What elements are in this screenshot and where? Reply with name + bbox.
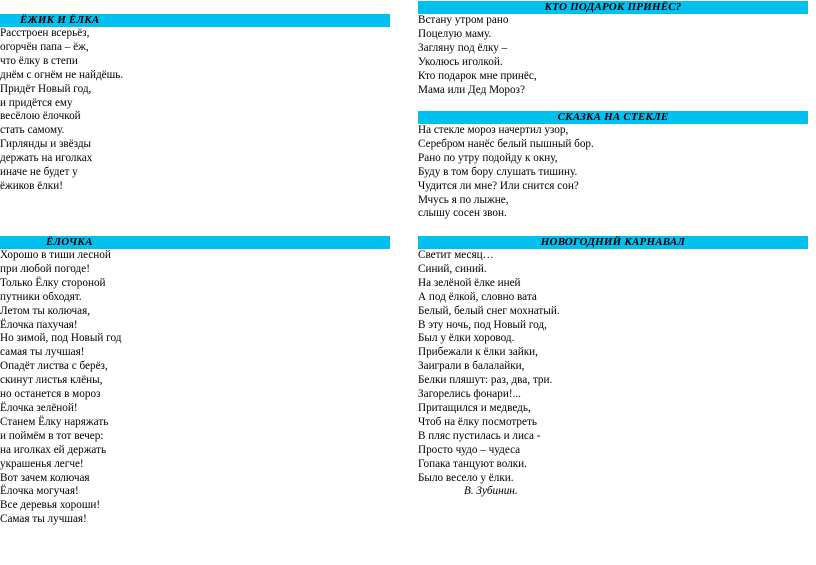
- poem-line: Мама или Дед Мороз?: [418, 83, 525, 96]
- poem-line: Прибежали к ёлки зайки,: [418, 346, 538, 359]
- poem-line: Серебром нанёс белый пышный бор.: [418, 137, 594, 150]
- poem-line: Светит месяц…: [418, 249, 494, 261]
- poem-line: Заиграли в балалайки,: [418, 360, 525, 373]
- poem-author: В. Зубинин.: [464, 485, 518, 498]
- poem-line: На стекле мороз начертил узор,: [418, 124, 569, 136]
- poem-line: слышу сосен звон.: [418, 207, 507, 220]
- poem-line: Гирлянды и звёзды: [0, 138, 92, 151]
- poem-line: Летом ты колючая,: [0, 304, 91, 317]
- poem-line: Хорошо в тиши лесной: [0, 249, 111, 261]
- poem-line: В эту ночь, под Новый год,: [418, 318, 547, 331]
- poem-line: ёжиков ёлки!: [0, 179, 63, 192]
- poem-line: украшенья легче!: [0, 457, 84, 470]
- poem-line: Просто чудо – чудеса: [418, 443, 521, 456]
- poem-title: СКАЗКА НА СТЕКЛЕ: [418, 111, 808, 124]
- poem-line: Ёлочка пахучая!: [0, 318, 78, 331]
- poem-line: но останется в мороз: [0, 388, 101, 401]
- poem-line: В пляс пустилась и лиса -: [418, 429, 541, 442]
- poem-lines: [0, 27, 390, 194]
- poem-line: Придёт Новый год,: [0, 82, 92, 95]
- poem-line: стать самому.: [0, 124, 65, 137]
- poem-line: Только Ёлку стороной: [0, 276, 106, 289]
- poem-line: Гопака танцуют волки.: [418, 457, 527, 470]
- poem-title: НОВОГОДНИЙ КАРНАВАЛ: [418, 236, 808, 249]
- poem-line: держать на иголках: [0, 152, 93, 165]
- poem-line: самая ты лучшая!: [0, 346, 85, 359]
- poem-title: ЁЖИК И ЁЛКА: [0, 14, 390, 27]
- poem-line: Ёлочка зелёной!: [0, 401, 78, 414]
- poem-title: ЁЛОЧКА: [0, 236, 390, 249]
- poem-line: при любой погоде!: [0, 262, 90, 275]
- poem-ezhik: [0, 14, 390, 194]
- poem-line: весёлою ёлочкой: [0, 110, 81, 123]
- poem-line: на иголках ей держать: [0, 443, 107, 456]
- poem-line: путники обходят.: [0, 290, 82, 303]
- poem-line: и поймём в тот вечер:: [0, 429, 104, 442]
- poem-line: скинут листья клёны,: [0, 374, 103, 387]
- poem-lines: [418, 249, 808, 485]
- poem-line: Поцелую маму.: [418, 27, 492, 40]
- poem-line: Расстроен всерьёз,: [0, 27, 90, 39]
- poem-line: Загорелись фонари!...: [418, 388, 521, 401]
- poem-line: Самая ты лучшая!: [0, 513, 87, 526]
- poem-line: Притащился и медведь,: [418, 401, 531, 414]
- poem-elochka: [0, 236, 390, 527]
- poem-line: Был у ёлки хоровод.: [418, 332, 515, 345]
- poem-podarok: [418, 1, 808, 97]
- poem-line: На зелёной ёлке иней: [418, 276, 521, 289]
- poem-line: Мчусь я по лыжне,: [418, 193, 509, 206]
- poem-line: Загляну под ёлку –: [418, 41, 508, 54]
- poem-line: Кто подарок мне принёс,: [418, 69, 537, 82]
- poem-line: Синий, синий.: [418, 262, 487, 275]
- poem-title: КТО ПОДАРОК ПРИНЁС?: [418, 1, 808, 14]
- poem-lines: [0, 249, 390, 527]
- poem-skazka: [418, 111, 808, 221]
- poem-line: Буду в том бору слушать тишину.: [418, 165, 578, 178]
- poem-line: Белый, белый снег мохнатый.: [418, 304, 560, 317]
- poem-line: Белки пляшут: раз, два, три.: [418, 374, 553, 387]
- poem-line: и придётся ему: [0, 96, 73, 109]
- poem-line: Чудится ли мне? Или снится сон?: [418, 179, 579, 192]
- poem-line: днём с огнём не найдёшь.: [0, 68, 124, 81]
- poem-lines: [418, 14, 808, 97]
- poem-line: Встану утром рано: [418, 14, 509, 26]
- poem-line: Было весело у ёлки.: [418, 471, 514, 484]
- poem-line: иначе не будет у: [0, 166, 78, 179]
- poem-line: Рано по утру подойду к окну,: [418, 151, 558, 164]
- poem-line: огорчён папа – ёж,: [0, 40, 89, 53]
- poem-lines: [418, 124, 808, 221]
- poem-line: Все деревья хороши!: [0, 499, 101, 512]
- poem-line: Опадёт листва с берёз,: [0, 360, 108, 373]
- poem-line: Станем Ёлку наряжать: [0, 415, 109, 428]
- poem-line: А под ёлкой, словно вата: [418, 290, 537, 303]
- poem-line: что ёлку в степи: [0, 54, 78, 67]
- poem-line: Ёлочка могучая!: [0, 485, 79, 498]
- poem-line: Чтоб на ёлку посмотреть: [418, 415, 537, 428]
- poem-line: Уколюсь иголкой.: [418, 55, 503, 68]
- poem-karnaval: [418, 236, 808, 499]
- poem-line: Вот зачем колючая: [0, 471, 90, 484]
- poem-line: Но зимой, под Новый год: [0, 332, 122, 345]
